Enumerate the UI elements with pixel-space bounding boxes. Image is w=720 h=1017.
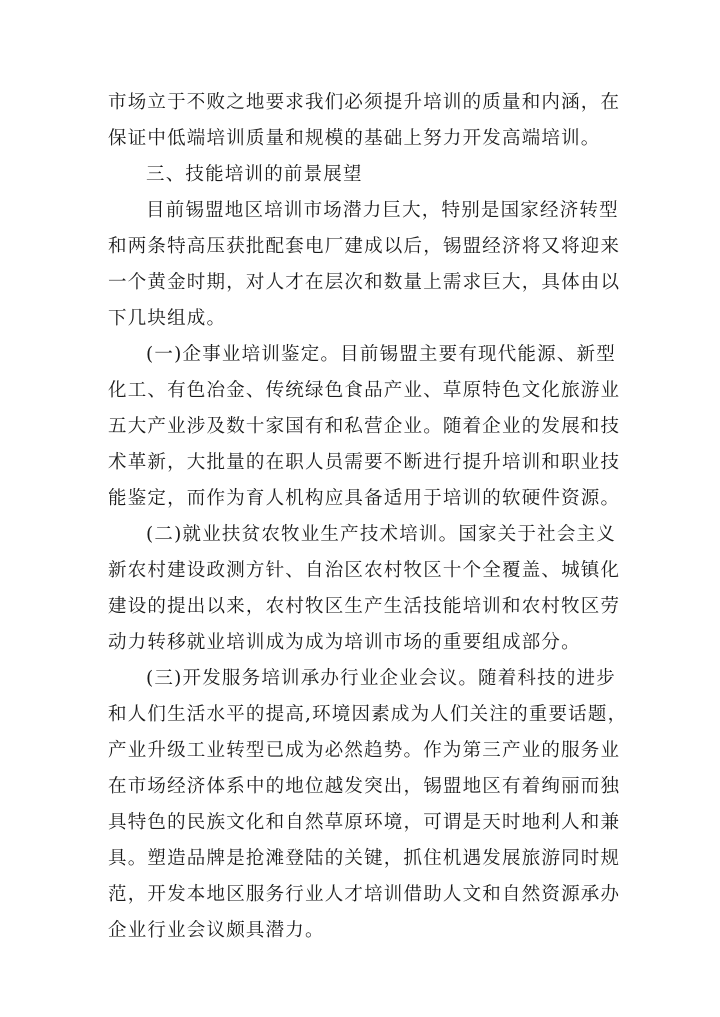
text-line: 具。塑造品牌是抢滩登陆的关键，抓住机遇发展旅游同时规 <box>108 848 621 869</box>
text-line: 建设的提出以来，农村牧区生产生活技能培训和农村牧区劳 <box>108 596 621 617</box>
text-line: (二)就业扶贫农牧业生产技术培训。国家关于社会主义 <box>146 524 616 545</box>
text-line: 保证中低端培训质量和规模的基础上努力开发高端培训。 <box>108 128 601 149</box>
text-line: (一)企事业培训鉴定。目前锡盟主要有现代能源、新型 <box>146 344 616 365</box>
text-line: 五大产业涉及数十家国有和私营企业。随着企业的发展和技 <box>108 416 621 437</box>
text-line: 术革新，大批量的在职人员需要不断进行提升培训和职业技 <box>108 452 621 473</box>
text-line: 企业行业会议颇具潜力。 <box>108 920 325 941</box>
text-line: 范，开发本地区服务行业人才培训借助人文和自然资源承办 <box>108 884 621 905</box>
text-line: 一个黄金时期，对人才在层次和数量上需求巨大，具体由以 <box>108 272 621 293</box>
text-line: 下几块组成。 <box>108 308 227 329</box>
text-line: 化工、有色冶金、传统绿色食品产业、草原特色文化旅游业 <box>108 380 621 401</box>
section-heading: 三、技能培训的前景展望 <box>146 164 363 185</box>
text-line: 和人们生活水平的提高,环境因素成为人们关注的重要话题， <box>108 704 628 725</box>
text-line: 在市场经济体系中的地位越发突出，锡盟地区有着绚丽而独 <box>108 776 621 797</box>
text-line: 和两条特高压获批配套电厂建成以后，锡盟经济将又将迎来 <box>108 236 621 257</box>
text-line: (三)开发服务培训承办行业企业会议。随着科技的进步 <box>146 668 616 689</box>
text-line: 能鉴定，而作为育人机构应具备适用于培训的软硬件资源。 <box>108 488 621 509</box>
text-line: 产业升级工业转型已成为必然趋势。作为第三产业的服务业 <box>108 740 621 761</box>
text-line: 新农村建设政测方针、自治区农村牧区十个全覆盖、城镇化 <box>108 560 621 581</box>
text-line: 动力转移就业培训成为成为培训市场的重要组成部分。 <box>108 632 581 653</box>
text-line: 具特色的民族文化和自然草原环境，可谓是天时地利人和兼 <box>108 812 621 833</box>
text-line: 市场立于不败之地要求我们必须提升培训的质量和内涵，在 <box>108 92 621 113</box>
text-line: 目前锡盟地区培训市场潜力巨大，特别是国家经济转型 <box>146 200 619 221</box>
